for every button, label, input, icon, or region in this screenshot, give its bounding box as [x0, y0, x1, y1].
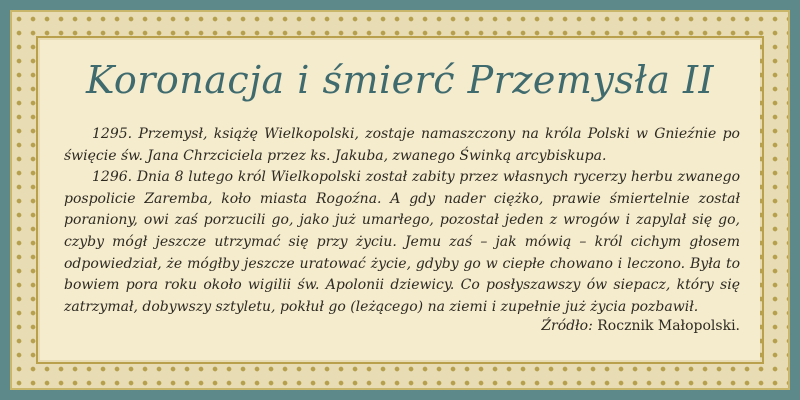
page-title: Koronacja i śmierć Przemysła II: [86, 58, 714, 102]
source-citation: [541, 318, 740, 334]
paragraph-1295: 1295. Przemysł, książę Wielkopolski, zostaje namaszczony na króla Polski w Gnieźnie po święcie św. Jana Chrzciciela przez ks. Jakuba, zwanego Świnką arcybiskupa.: [64, 126, 740, 164]
body-text: [64, 124, 740, 318]
source-label: Źródło:: [541, 318, 593, 334]
paragraph-1296: 1296. Dnia 8 lutego król Wielkopolski został zabity przez własnych rycerzy herbu zwanego pospolicie Zaremba, koło miasta Rogoźna. A gdy nader ciężko, prawie śmiertelnie został poraniony, owi zaś porzucili go, jako już umarłego, pozostał jeden z wrogów i zapylał się go, czyby mógł jeszcze utrzymać się przy życiu. Jemu zaś – jak mówią – król cichym głosem odpowiedział, że mógłby jeszcze uratować życie, gdyby go w ciepłe chowano i leczono. Była to bowiem pora roku około wigilii św. Apolonii dziewicy. Co posłyszawszy ów siepacz, który się zatrzymał, dobywszy sztyletu, pokłuł go (leżącego) na ziemi i zupełnie już życia pozbawił.: [64, 169, 740, 315]
text-panel: [40, 40, 760, 360]
source-value: Rocznik Małopolski.: [597, 318, 740, 334]
